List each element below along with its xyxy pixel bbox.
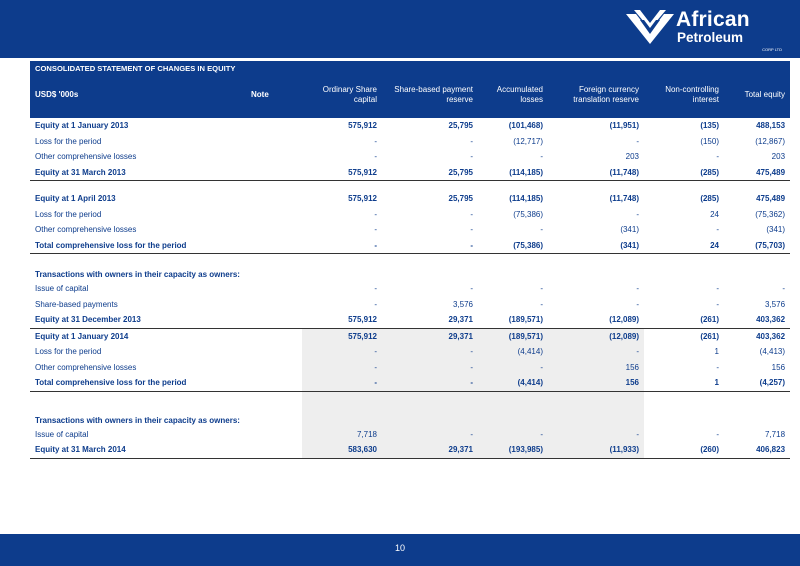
row-label: Equity at 31 December 2013 (30, 312, 246, 328)
value-cell: - (302, 344, 382, 360)
value-cell: (285) (700, 194, 719, 204)
value-cell (302, 391, 382, 427)
company-logo (626, 6, 786, 52)
value-cell: - (716, 284, 719, 294)
row-label: Total comprehensive loss for the period (30, 238, 246, 254)
logo-word-3: CORP LTD (762, 47, 782, 52)
value-cell: (75,386) (478, 238, 548, 254)
value-cell: 1 (714, 347, 719, 357)
value-cell: 156 (548, 375, 644, 391)
note-cell (246, 222, 302, 238)
value-cell: - (382, 375, 478, 391)
note-cell (246, 344, 302, 360)
note-cell (246, 149, 302, 165)
value-cell (644, 254, 724, 282)
value-cell: - (382, 238, 478, 254)
column-header: Note (246, 76, 302, 118)
value-cell (548, 391, 644, 427)
value-cell (548, 254, 644, 282)
note-cell (246, 312, 302, 328)
value-cell: 25,795 (448, 121, 473, 131)
value-cell: (189,571) (478, 312, 548, 328)
value-cell: 25,795 (448, 194, 473, 204)
value-cell: - (374, 299, 377, 309)
row-label: Share-based payments (35, 299, 118, 309)
row-label: Other comprehensive losses (35, 225, 137, 235)
table-row (30, 165, 790, 181)
table-cell (246, 181, 302, 192)
value-cell: 403,362 (756, 331, 786, 341)
value-cell: 24 (644, 238, 724, 254)
table-row (30, 360, 790, 376)
table-body (30, 118, 790, 458)
note-cell (246, 391, 302, 427)
row-label: Equity at 1 January 2013 (35, 121, 129, 131)
table-row (30, 391, 790, 427)
note-cell (246, 165, 302, 181)
note-cell (246, 360, 302, 376)
column-header: Non-controlling interest (644, 76, 724, 118)
table-row (30, 207, 790, 223)
table-row (30, 149, 790, 165)
note-cell (246, 191, 302, 207)
table-row (30, 222, 790, 238)
column-header: Accumulated losses (478, 76, 548, 118)
value-cell: 156 (771, 362, 786, 372)
equity-table (30, 61, 790, 459)
value-cell: - (548, 344, 644, 360)
value-cell: (101,468) (508, 121, 543, 131)
value-cell: - (302, 238, 382, 254)
logo-word-2: Petroleum (677, 30, 744, 45)
value-cell: 583,630 (302, 442, 382, 458)
value-cell (724, 391, 790, 427)
value-cell: - (636, 136, 639, 146)
value-cell: - (382, 344, 478, 360)
note-cell (246, 118, 302, 134)
row-label: Equity at 31 March 2013 (30, 165, 246, 181)
value-cell: - (374, 152, 377, 162)
row-label: Other comprehensive losses (35, 152, 137, 162)
table-cell (302, 181, 382, 192)
value-cell: - (382, 360, 478, 376)
value-cell (724, 254, 790, 282)
table-row (30, 344, 790, 360)
value-cell: (261) (644, 312, 724, 328)
row-label: Loss for the period (35, 209, 102, 219)
value-cell: (114,185) (478, 165, 548, 181)
row-label: Transactions with owners in their capacity as owners: (35, 270, 240, 279)
value-cell: 7,718 (302, 427, 382, 443)
value-cell: - (470, 209, 473, 219)
value-cell: - (716, 362, 719, 372)
header-bar (0, 0, 800, 58)
value-cell: (341) (620, 225, 639, 235)
value-cell: (75,386) (513, 209, 543, 219)
row-label: Total comprehensive loss for the period (30, 375, 246, 391)
value-cell: (12,089) (548, 328, 644, 344)
value-cell: (11,933) (548, 442, 644, 458)
row-label: Loss for the period (35, 347, 102, 357)
value-cell: - (540, 225, 543, 235)
value-cell: 29,371 (382, 312, 478, 328)
value-cell: 203 (625, 152, 639, 162)
note-cell (246, 134, 302, 150)
value-cell: 29,371 (382, 328, 478, 344)
row-label: Issue of capital (35, 284, 89, 294)
value-cell: (193,985) (478, 442, 548, 458)
value-cell: - (478, 360, 548, 376)
value-cell: 488,153 (756, 121, 786, 131)
note-cell (246, 328, 302, 344)
value-cell: (150) (700, 136, 719, 146)
value-cell: (4,414) (478, 375, 548, 391)
value-cell: (189,571) (478, 328, 548, 344)
value-cell: - (374, 284, 377, 294)
table-cell (382, 181, 478, 192)
value-cell: (11,748) (548, 165, 644, 181)
value-cell: - (470, 225, 473, 235)
value-cell: - (302, 360, 382, 376)
value-cell: 29,371 (382, 442, 478, 458)
value-cell (478, 254, 548, 282)
value-cell: (285) (644, 165, 724, 181)
table-row (30, 134, 790, 150)
value-cell: - (540, 299, 543, 309)
page-number: 10 (394, 543, 405, 553)
value-cell (302, 254, 382, 282)
value-cell: - (636, 299, 639, 309)
table-cell (644, 181, 724, 192)
value-cell: 575,912 (348, 194, 377, 204)
value-cell: (4,257) (724, 375, 790, 391)
value-cell: (260) (644, 442, 724, 458)
value-cell: (12,717) (513, 136, 543, 146)
note-cell (246, 427, 302, 443)
note-cell (246, 442, 302, 458)
value-cell: (75,362) (755, 209, 786, 219)
column-header: Ordinary Share capital (302, 76, 382, 118)
row-label: Loss for the period (35, 136, 102, 146)
value-cell: 203 (771, 152, 786, 162)
value-cell: (135) (700, 121, 719, 131)
row-label: Equity at 31 March 2014 (30, 442, 246, 458)
value-cell: (114,185) (509, 194, 543, 204)
table-row (30, 281, 790, 297)
value-cell: - (374, 225, 377, 235)
table-row (30, 191, 790, 207)
value-cell: - (636, 209, 639, 219)
table-row (30, 328, 790, 344)
column-header: Total equity (724, 76, 790, 118)
value-cell: (261) (700, 331, 719, 341)
note-cell (246, 207, 302, 223)
note-cell (246, 281, 302, 297)
column-header: Foreign currency translation reserve (548, 76, 644, 118)
note-cell (246, 238, 302, 254)
value-cell: - (382, 427, 478, 443)
table-row (30, 238, 790, 254)
column-header: Share-based payment reserve (382, 76, 478, 118)
note-cell (246, 254, 302, 282)
spacer-row (30, 181, 790, 192)
table-cell (478, 181, 548, 192)
table-cell (724, 181, 790, 192)
footer-bar (0, 534, 800, 566)
value-cell: 3,576 (452, 299, 473, 309)
value-cell: 25,795 (382, 165, 478, 181)
value-cell: 403,362 (724, 312, 790, 328)
value-cell: (4,414) (478, 344, 548, 360)
value-cell: - (782, 284, 786, 294)
value-cell: 156 (548, 360, 644, 376)
row-label: Equity at 1 April 2013 (35, 194, 116, 204)
value-cell: - (636, 284, 639, 294)
value-cell: - (302, 375, 382, 391)
equity-table-container (30, 61, 790, 459)
table-row (30, 297, 790, 313)
value-cell (382, 391, 478, 427)
value-cell (478, 391, 548, 427)
table-title: CONSOLIDATED STATEMENT OF CHANGES IN EQUITY (30, 61, 790, 76)
note-cell (246, 375, 302, 391)
value-cell: 575,912 (302, 328, 382, 344)
value-cell: (4,413) (759, 347, 786, 357)
value-cell: 3,576 (765, 299, 786, 309)
value-cell (644, 391, 724, 427)
value-cell: 24 (710, 209, 719, 219)
row-label: Transactions with owners in their capacity as owners: (35, 415, 240, 425)
table-row (30, 375, 790, 391)
value-cell: - (374, 136, 377, 146)
value-cell: - (716, 299, 719, 309)
value-cell: (11,748) (609, 194, 639, 204)
value-cell: 475,489 (756, 194, 786, 204)
value-cell: - (540, 284, 543, 294)
value-cell: - (548, 427, 644, 443)
value-cell: 7,718 (765, 429, 786, 439)
value-cell: 1 (644, 375, 724, 391)
value-cell: - (470, 136, 473, 146)
table-row (30, 442, 790, 458)
note-cell (246, 297, 302, 313)
value-cell: (11,951) (609, 121, 639, 131)
value-cell: - (716, 429, 719, 439)
logo-word-1: African (676, 8, 750, 31)
value-cell: 575,912 (302, 165, 382, 181)
value-cell: (12,867) (755, 136, 786, 146)
column-header: USD$ '000s (30, 76, 246, 118)
value-cell: 475,489 (724, 165, 790, 181)
table-row (30, 254, 790, 282)
table-row (30, 118, 790, 134)
table-cell (548, 181, 644, 192)
row-label: Other comprehensive losses (35, 362, 137, 372)
table-row (30, 312, 790, 328)
value-cell: 575,912 (302, 312, 382, 328)
value-cell: (341) (766, 225, 786, 235)
value-cell: - (716, 225, 719, 235)
row-label: Issue of capital (35, 429, 89, 439)
value-cell: 575,912 (348, 121, 377, 131)
value-cell: - (470, 284, 473, 294)
value-cell: - (374, 209, 377, 219)
value-cell: (75,703) (724, 238, 790, 254)
value-cell: - (540, 152, 543, 162)
value-cell: (341) (548, 238, 644, 254)
value-cell: - (478, 427, 548, 443)
value-cell: (12,089) (548, 312, 644, 328)
value-cell (382, 254, 478, 282)
row-label: Equity at 1 January 2014 (35, 331, 129, 341)
table-row (30, 427, 790, 443)
value-cell: - (716, 152, 719, 162)
value-cell: - (470, 152, 473, 162)
value-cell: 406,823 (724, 442, 790, 458)
chevron-logo-icon (626, 10, 674, 48)
table-cell (30, 181, 246, 192)
